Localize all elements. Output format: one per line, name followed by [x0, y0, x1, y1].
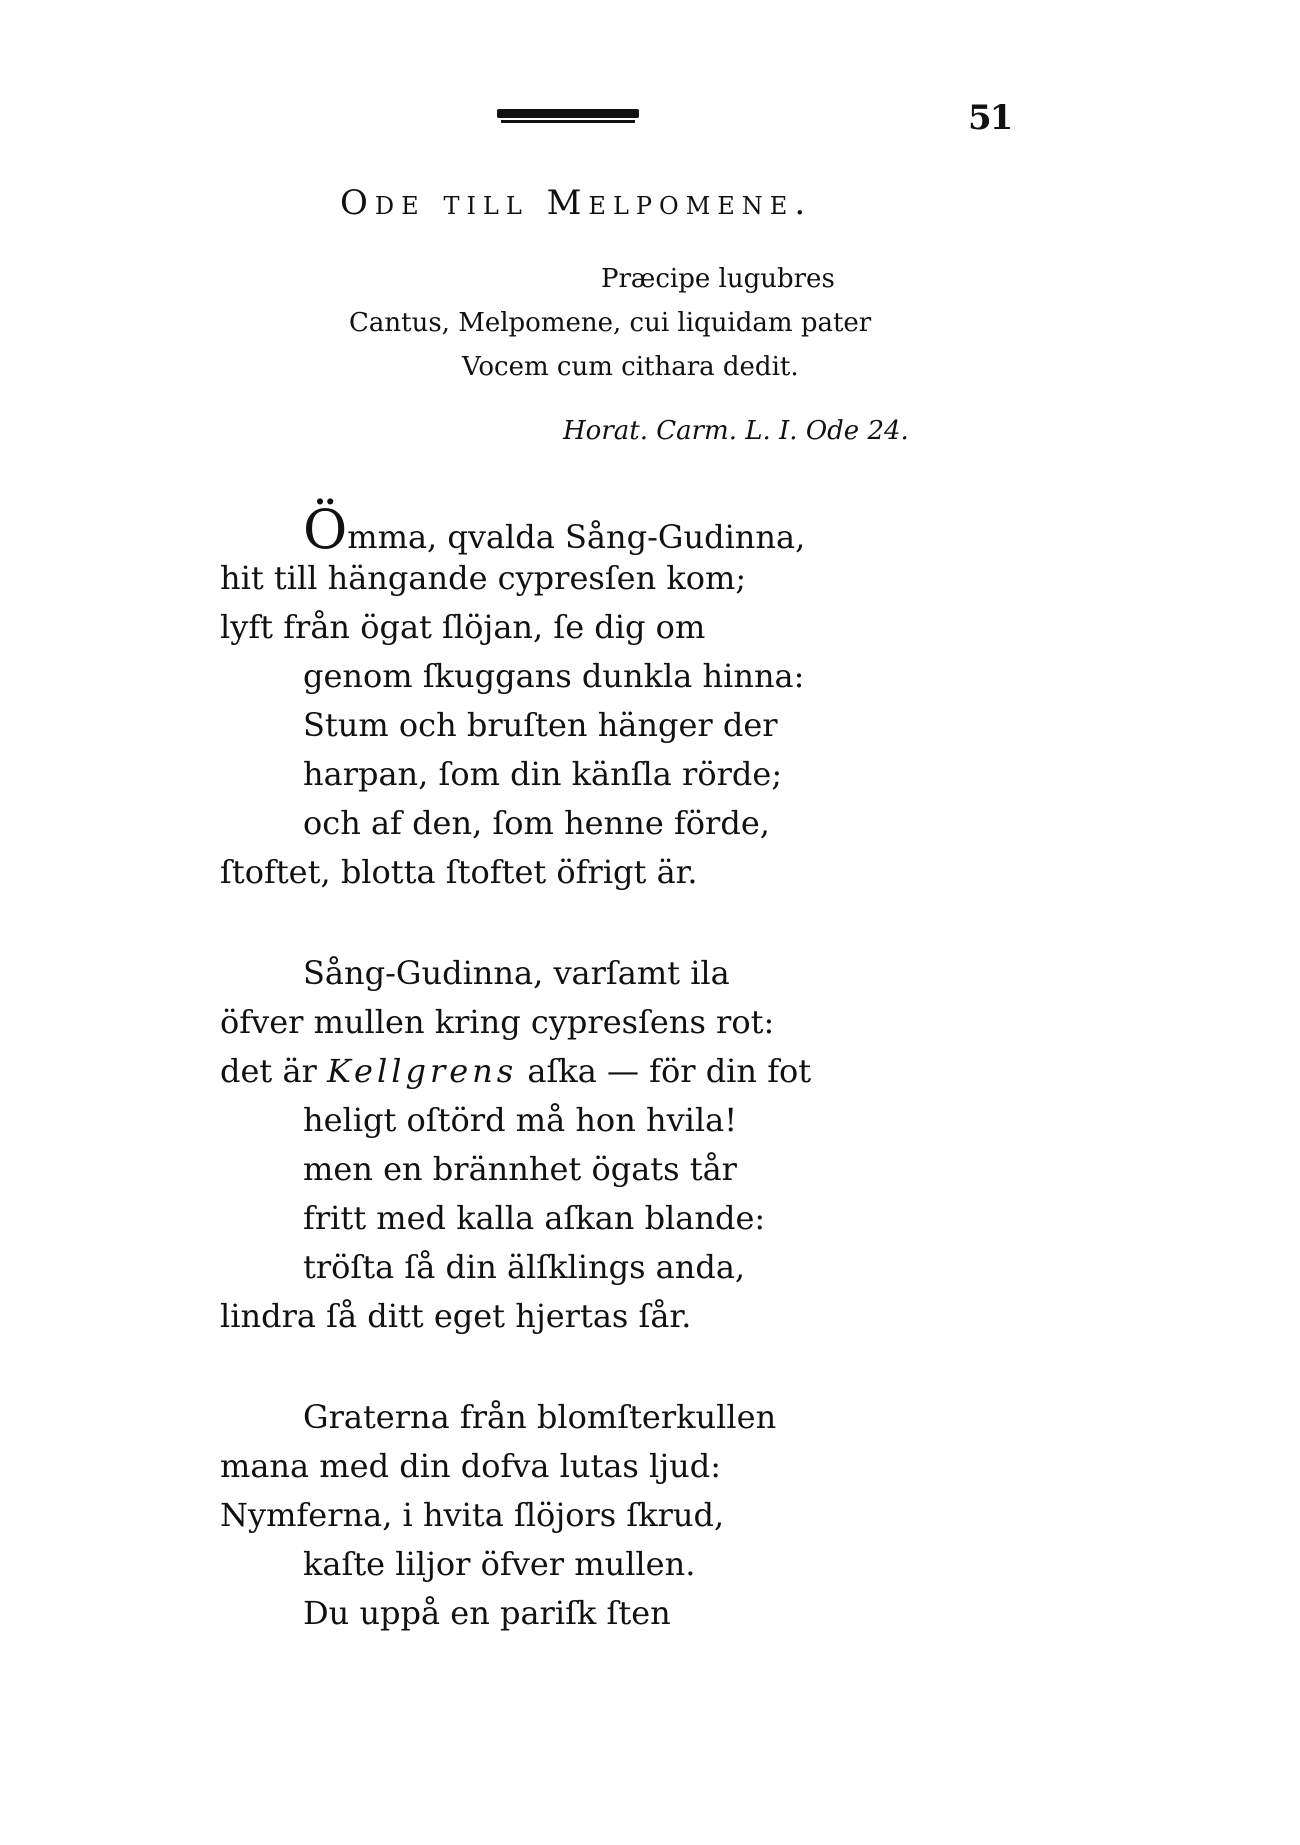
poem-line: men en brännhet ögats tår [303, 1150, 737, 1188]
ornament-bar [497, 109, 639, 118]
poem-line: mana med din dofva lutas ljud: [220, 1447, 722, 1485]
poem-line: genom ſkuggans dunkla hinna: [303, 657, 805, 695]
line-text: mma, qvalda Sång-Gudinna, [347, 518, 806, 556]
epigraph-line: Cantus, Melpomene, cui liquidam pater [349, 308, 872, 338]
poem-line: harpan, ſom din känſla rörde; [303, 755, 783, 793]
poem-line: Du uppå en pariſk ſten [303, 1594, 671, 1632]
poem-line: lindra ſå ditt eget hjertas ſår. [220, 1297, 692, 1335]
epigraph-line: Vocem cum cithara dedit. [462, 352, 799, 382]
poem [220, 498, 1200, 1638]
stanza-2 [220, 949, 1200, 1341]
stanza-1 [220, 498, 1200, 897]
epigraph-source: Horat. Carm. L. I. Ode 24. [563, 416, 909, 446]
epigraph [300, 257, 940, 453]
poem-line [220, 498, 1200, 561]
page-number: 51 [968, 98, 1012, 138]
poem-line [220, 1047, 1200, 1096]
epigraph-line: Præcipe lugubres [601, 264, 835, 294]
poet-name: Kellgrens [327, 1052, 518, 1090]
poem-line: och af den, ſom henne förde, [303, 804, 770, 842]
poem-line: heligt oſtörd må hon hvila! [303, 1101, 738, 1139]
poem-line: lyft från ögat ſlöjan, ſe dig om [220, 608, 706, 646]
poem-line: Graterna från blomſterkullen [303, 1398, 777, 1436]
poem-line: Sång-Gudinna, varſamt ila [303, 954, 730, 992]
page-title: Ode till Melpomene. [340, 183, 813, 223]
ornament-rule [501, 120, 635, 123]
poem-line: Nymferna, i hvita ſlöjors ſkrud, [220, 1496, 725, 1534]
header-ornament [497, 109, 639, 125]
poem-line: Stum och bruſten hänger der [303, 706, 778, 744]
line-text: aſka — för din fot [517, 1052, 812, 1090]
poem-line: hit till hängande cypresſen kom; [220, 559, 747, 597]
stanza-3 [220, 1393, 1200, 1638]
poem-line: ſtoftet, blotta ſtoftet öfrigt är. [220, 853, 698, 891]
poem-line: kaſte liljor öfver mullen. [303, 1545, 696, 1583]
poem-line: öfver mullen kring cypresſens rot: [220, 1003, 775, 1041]
line-text: det är [220, 1052, 327, 1090]
poem-line: tröſta ſå din älſklings anda, [303, 1248, 746, 1286]
poem-line: fritt med kalla aſkan blande: [303, 1199, 766, 1237]
drop-cap: Ö [303, 498, 348, 561]
